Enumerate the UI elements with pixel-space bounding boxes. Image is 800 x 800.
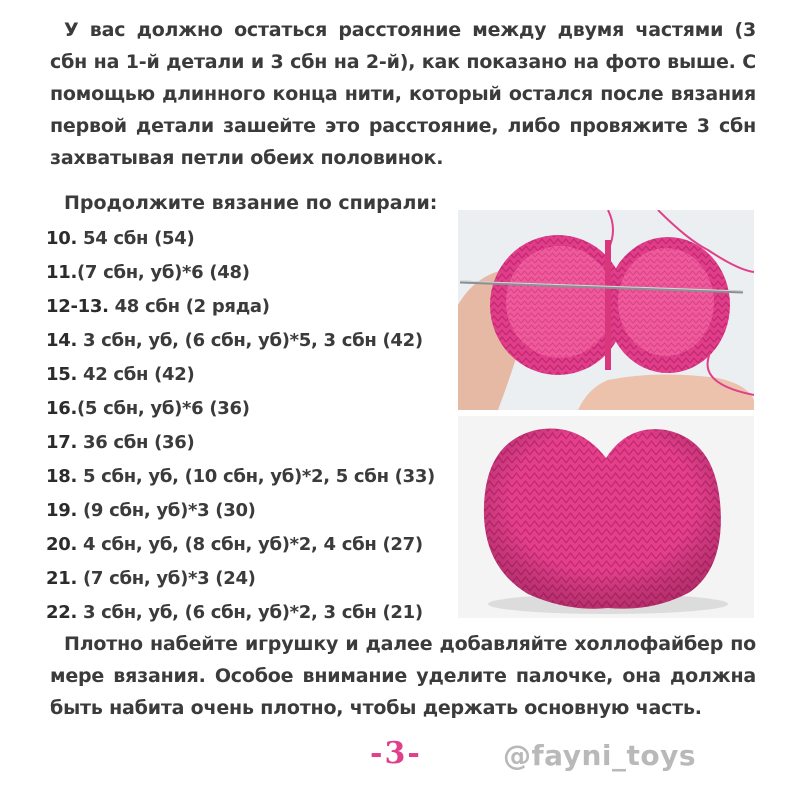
intro-paragraph: У вас должно остаться расстояние между двумя частями (3 сбн на 1-й детали и 3 сбн на 2-й), как показано на фото выше. С помощью длинного конца нити, который остался после вязания первой детали зашейте это расстояние, либо провяжите 3 сбн захватывая петли обеих половинок. xyxy=(50,19,756,169)
row-item: 12-13. 48 сбн (2 ряда) xyxy=(46,296,270,317)
outro-paragraph: Плотно набейте игрушку и далее добавляйте холлофайбер по мере вязания. Особое внимание уделите палочке, она должна быть набита очень плотно, чтобы держать основную часть. xyxy=(50,633,756,719)
row-item: 20. 4 сбн, уб, (8 сбн, уб)*2, 4 сбн (27) xyxy=(46,534,423,555)
row-item: 22. 3 сбн, уб, (6 сбн, уб)*2, 3 сбн (21) xyxy=(46,602,423,623)
photo-joined-halves xyxy=(458,210,754,410)
row-item: 15. 42 сбн (42) xyxy=(46,364,195,385)
continue-heading: Продолжите вязание по спирали: xyxy=(64,192,438,214)
row-item: 21. (7 сбн, уб)*3 (24) xyxy=(46,568,256,589)
row-item: 16.(5 сбн, уб)*6 (36) xyxy=(46,398,250,419)
row-item: 14. 3 сбн, уб, (6 сбн, уб)*5, 3 сбн (42) xyxy=(46,330,423,351)
row-item: 17. 36 сбн (36) xyxy=(46,432,195,453)
row-item: 10. 54 сбн (54) xyxy=(46,228,195,249)
page-number: -3- xyxy=(370,736,422,771)
author-handle: @fayni_toys xyxy=(503,739,697,772)
row-list xyxy=(46,222,435,630)
photo-heart-piece xyxy=(458,416,754,618)
row-item: 18. 5 сбн, уб, (10 сбн, уб)*2, 5 сбн (33) xyxy=(46,466,435,487)
row-item: 19. (9 сбн, уб)*3 (30) xyxy=(46,500,256,521)
row-item: 11.(7 сбн, уб)*6 (48) xyxy=(46,262,250,283)
